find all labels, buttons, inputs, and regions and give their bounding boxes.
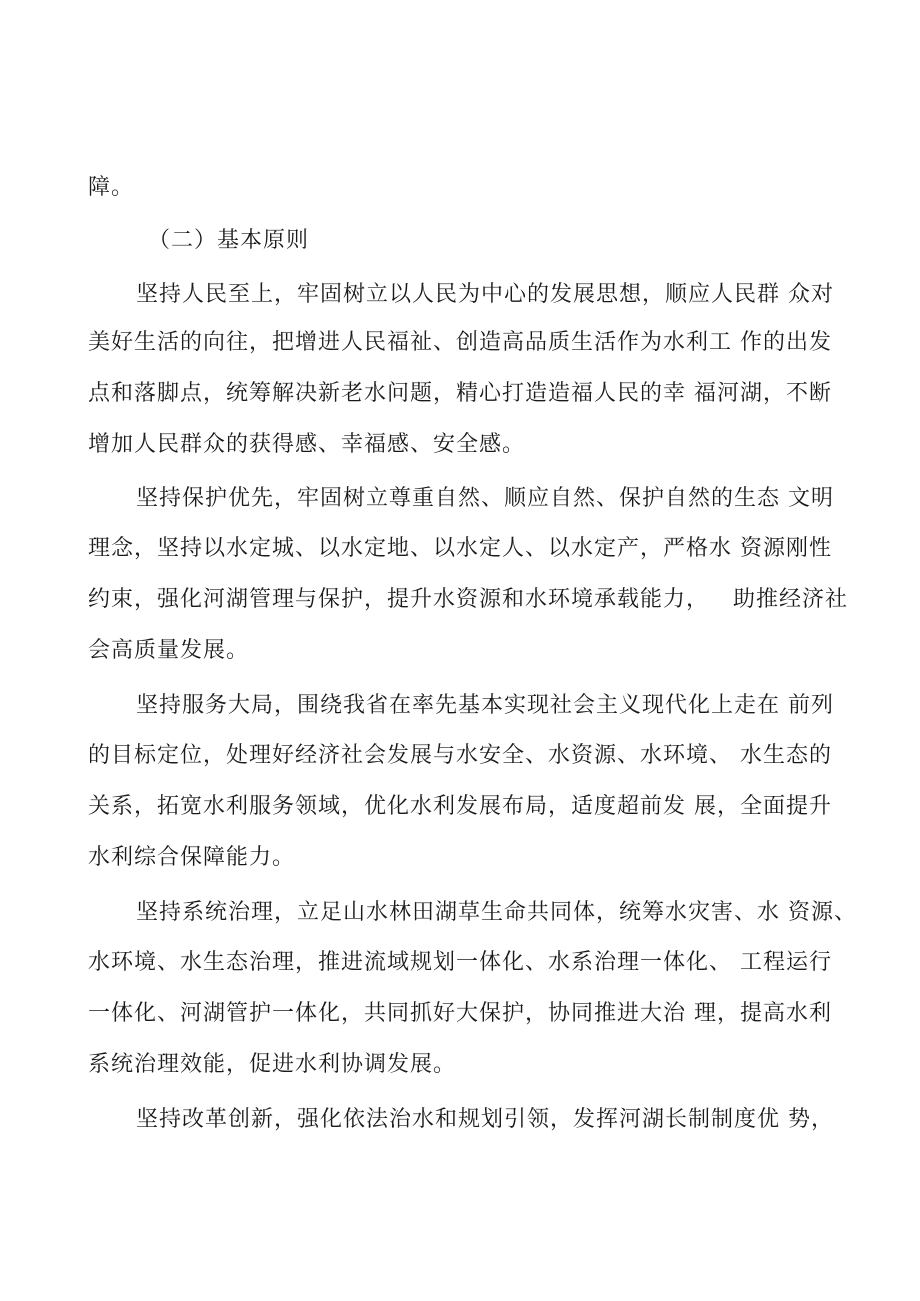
paragraph-line: 坚持保护优先，牢固树立尊重自然、顺应自然、保护自然的生态 文明 [136, 486, 834, 511]
paragraph-line: 美好生活的向往，把增进人民福祉、创造高品质生活作为水利工 作的出发 [88, 330, 832, 355]
paragraph-line: 坚持服务大局，围绕我省在率先基本实现社会主义现代化上走在 前列 [136, 693, 834, 718]
paragraph-line: 增加人民群众的获得感、幸福感、安全感。 [88, 432, 526, 457]
text-line: 障。 [88, 175, 135, 200]
paragraph-line: 约束，强化河湖管理与保护，提升水资源和水环境承载能力， 助推经济社 [88, 587, 848, 612]
paragraph-line: 一体化、河湖管护一体化，共同抓好大保护，协同推进大治 理，提高水利 [88, 1001, 832, 1026]
paragraph-line: 会高质量发展。 [88, 638, 250, 663]
section-heading: （二）基本原则 [148, 228, 310, 253]
paragraph-line: 理念，坚持以水定城、以水定地、以水定人、以水定产，严格水 资源刚性 [88, 536, 832, 561]
paragraph-line: 水利综合保障能力。 [88, 845, 296, 870]
paragraph-line: 系统治理效能，促进水利协调发展。 [88, 1052, 457, 1077]
paragraph-line: 坚持系统治理，立足山水林田湖草生命共同体，统筹水灾害、水 资源、 [136, 900, 857, 925]
paragraph-line: 关系，拓宽水利服务领域，优化水利发展布局，适度超前发 展，全面提升 [88, 794, 832, 819]
paragraph-line: 水环境、水生态治理，推进流域规划一体化、水系治理一体化、 工程运行 [88, 950, 832, 975]
paragraph-line: 点和落脚点，统筹解决新老水问题，精心打造造福人民的幸 福河湖，不断 [88, 381, 832, 406]
paragraph-line: 坚持改革创新，强化依法治水和规划引领，发挥河湖长制制度优 势， [136, 1107, 834, 1132]
paragraph-line: 的目标定位，处理好经济社会发展与水安全、水资源、水环境、 水生态的 [88, 743, 832, 768]
paragraph-line: 坚持人民至上，牢固树立以人民为中心的发展思想，顺应人民群 众对 [136, 282, 834, 307]
